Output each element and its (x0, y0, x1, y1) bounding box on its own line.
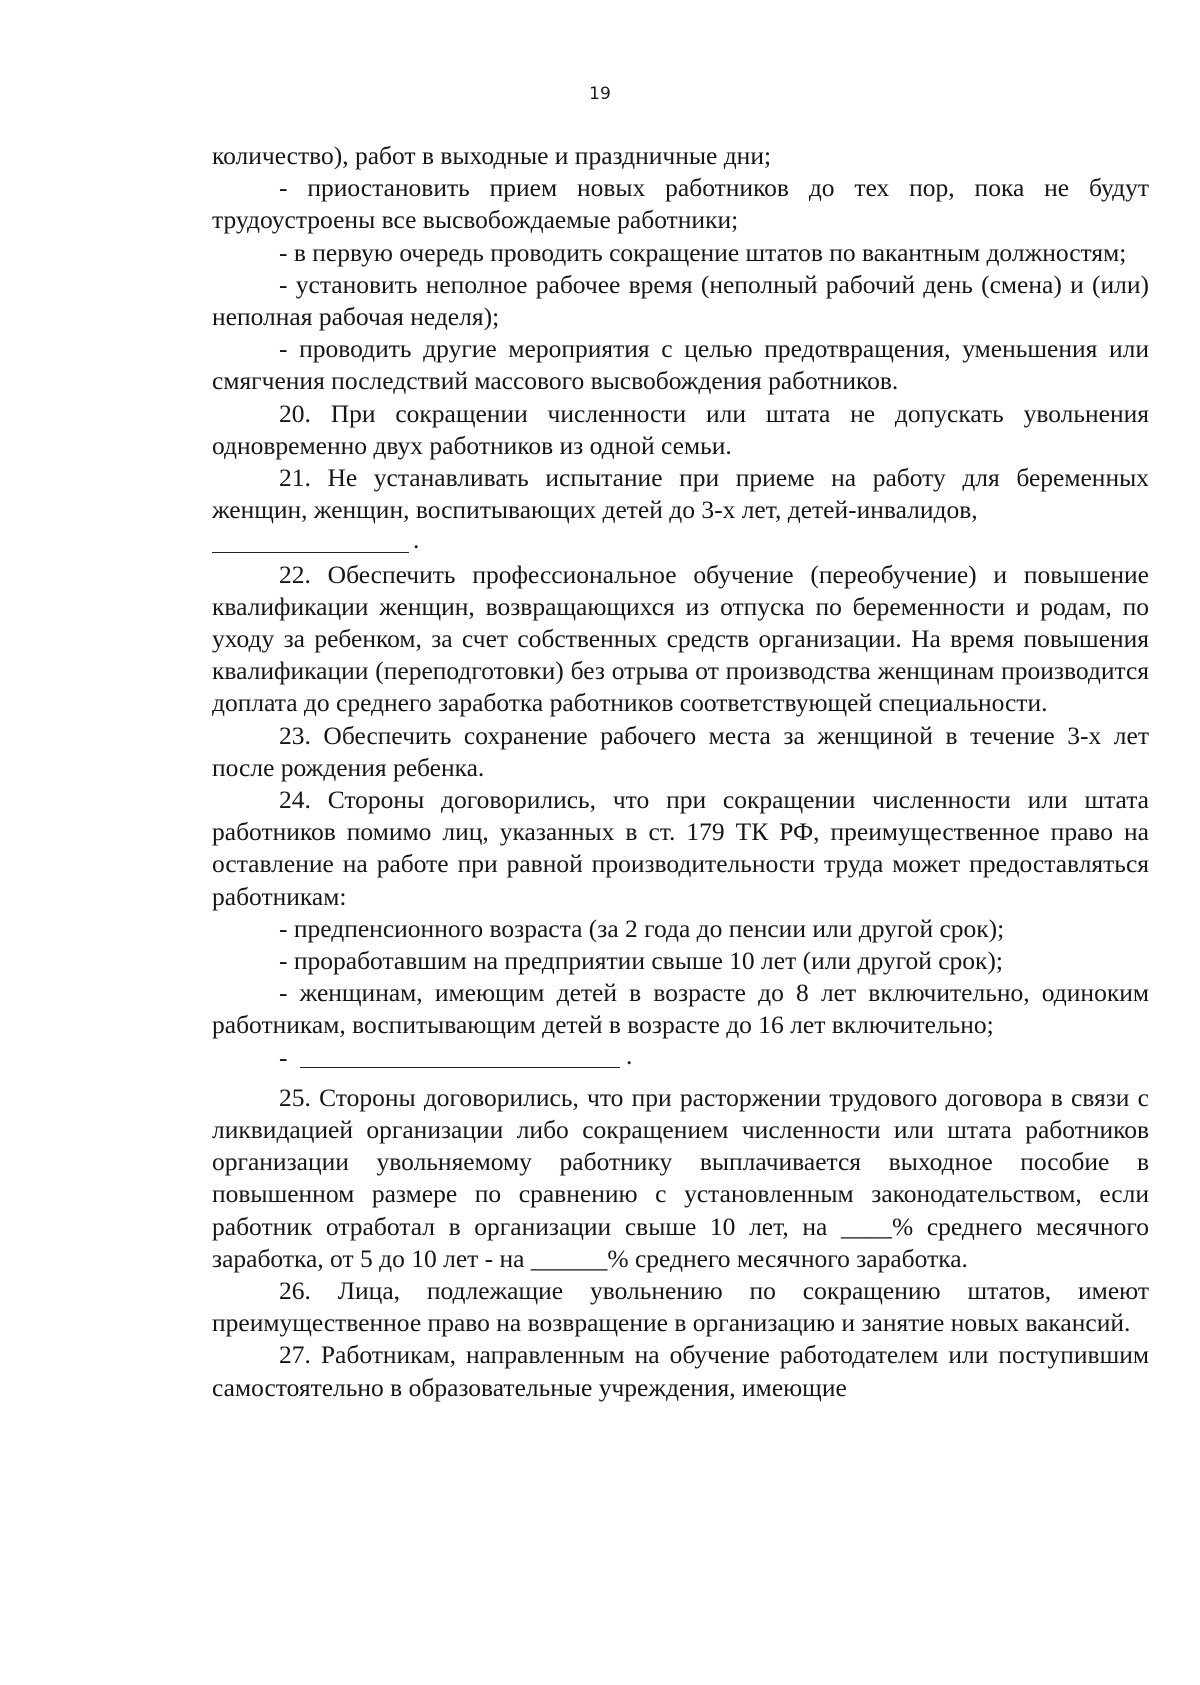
clause-23: 23. Обеспечить сохранение рабочего места за женщиной в течение 3-х лет после рождения ребенка. (212, 720, 1149, 782)
list-item-vacant-positions: - в первую очередь проводить сокращение штатов по вакантным должностям; (279, 237, 1127, 267)
list-item-other-measures: - проводить другие мероприятия с целью предотвращения, уменьшения или смягчения последствий массового высвобождения работников. (212, 334, 1149, 396)
list-item-part-time: - установить неполное рабочее время (неполный рабочий день (смена) и (или) неполная рабочая неделя); (212, 269, 1149, 332)
page-number: 19 (589, 84, 611, 104)
document-body (212, 140, 1149, 1404)
fill-in-blank-clause-24 (212, 1042, 1149, 1074)
clause-21: 21. Не устанавливать испытание при приеме на работу для беременных женщин, женщин, воспитывающих детей до 3-х лет, детей-инвалидов, (212, 463, 1149, 525)
list-item-pre-retirement: - предпенсионного возраста (за 2 года до пенсии или другой срок); (279, 913, 1005, 943)
fill-in-blank-clause-21 (212, 526, 1149, 558)
blank-underline (212, 552, 409, 553)
blank-dash: - (279, 1042, 288, 1072)
list-item-suspend-hiring: - приостановить прием новых работников до тех пор, пока не будут трудоустроены все высвобождаемые работники; (212, 173, 1149, 235)
blank-underline (300, 1067, 620, 1068)
list-item-women-children: - женщинам, имеющим детей в возрасте до 8 лет включительно, одиноким работникам, воспитывающим детей в возрасте до 16 лет включительно; (212, 978, 1149, 1040)
clause-20: 20. При сокращении численности или штата не допускать увольнения одновременно двух работников из одной семьи. (212, 398, 1149, 460)
clause-27: 27. Работникам, направленным на обучение работодателем или поступившим самостоятельно в образовательные учреждения, имеющие (212, 1340, 1149, 1402)
clause-26: 26. Лица, подлежащие увольнению по сокращению штатов, имеют преимущественное право на возвращение в организацию и занятие новых вакансий. (212, 1276, 1149, 1338)
paragraph-continuation: количество), работ в выходные и праздничные дни; (212, 141, 772, 170)
clause-25: 25. Стороны договорились, что при расторжении трудового договора в связи с ликвидацией организации либо сокращением численности или штата работников организации увольняемому работнику выплачивается выходное пособие в повышенном размере по сравнению с установленным законодательством, если работник отработал в организации свыше 10 лет, на ____% среднего месячного заработка, от 5 до 10 лет - на ______% среднего месячного заработка. (212, 1082, 1149, 1273)
blank-period: . (626, 1040, 633, 1070)
clause-24: 24. Стороны договорились, что при сокращении численности или штата работников помимо лиц, указанных в ст. 179 ТК РФ, преимущественное право на оставление на работе при равной производительности труда может предоставляться работникам: (212, 785, 1149, 911)
blank-period: . (413, 525, 420, 555)
clause-22: 22. Обеспечить профессиональное обучение (переобучение) и повышение квалификации женщин, возвращающихся из отпуска по беременности и родам, по уходу за ребенком, за счет собственных средств организации. На время повышения квалификации (переподготовки) без отрыва от производства женщинам производится доплата до среднего заработка работников соответствующей специальности. (212, 559, 1149, 718)
list-item-tenure: - проработавшим на предприятии свыше 10 лет (или другой срок); (279, 946, 1004, 976)
